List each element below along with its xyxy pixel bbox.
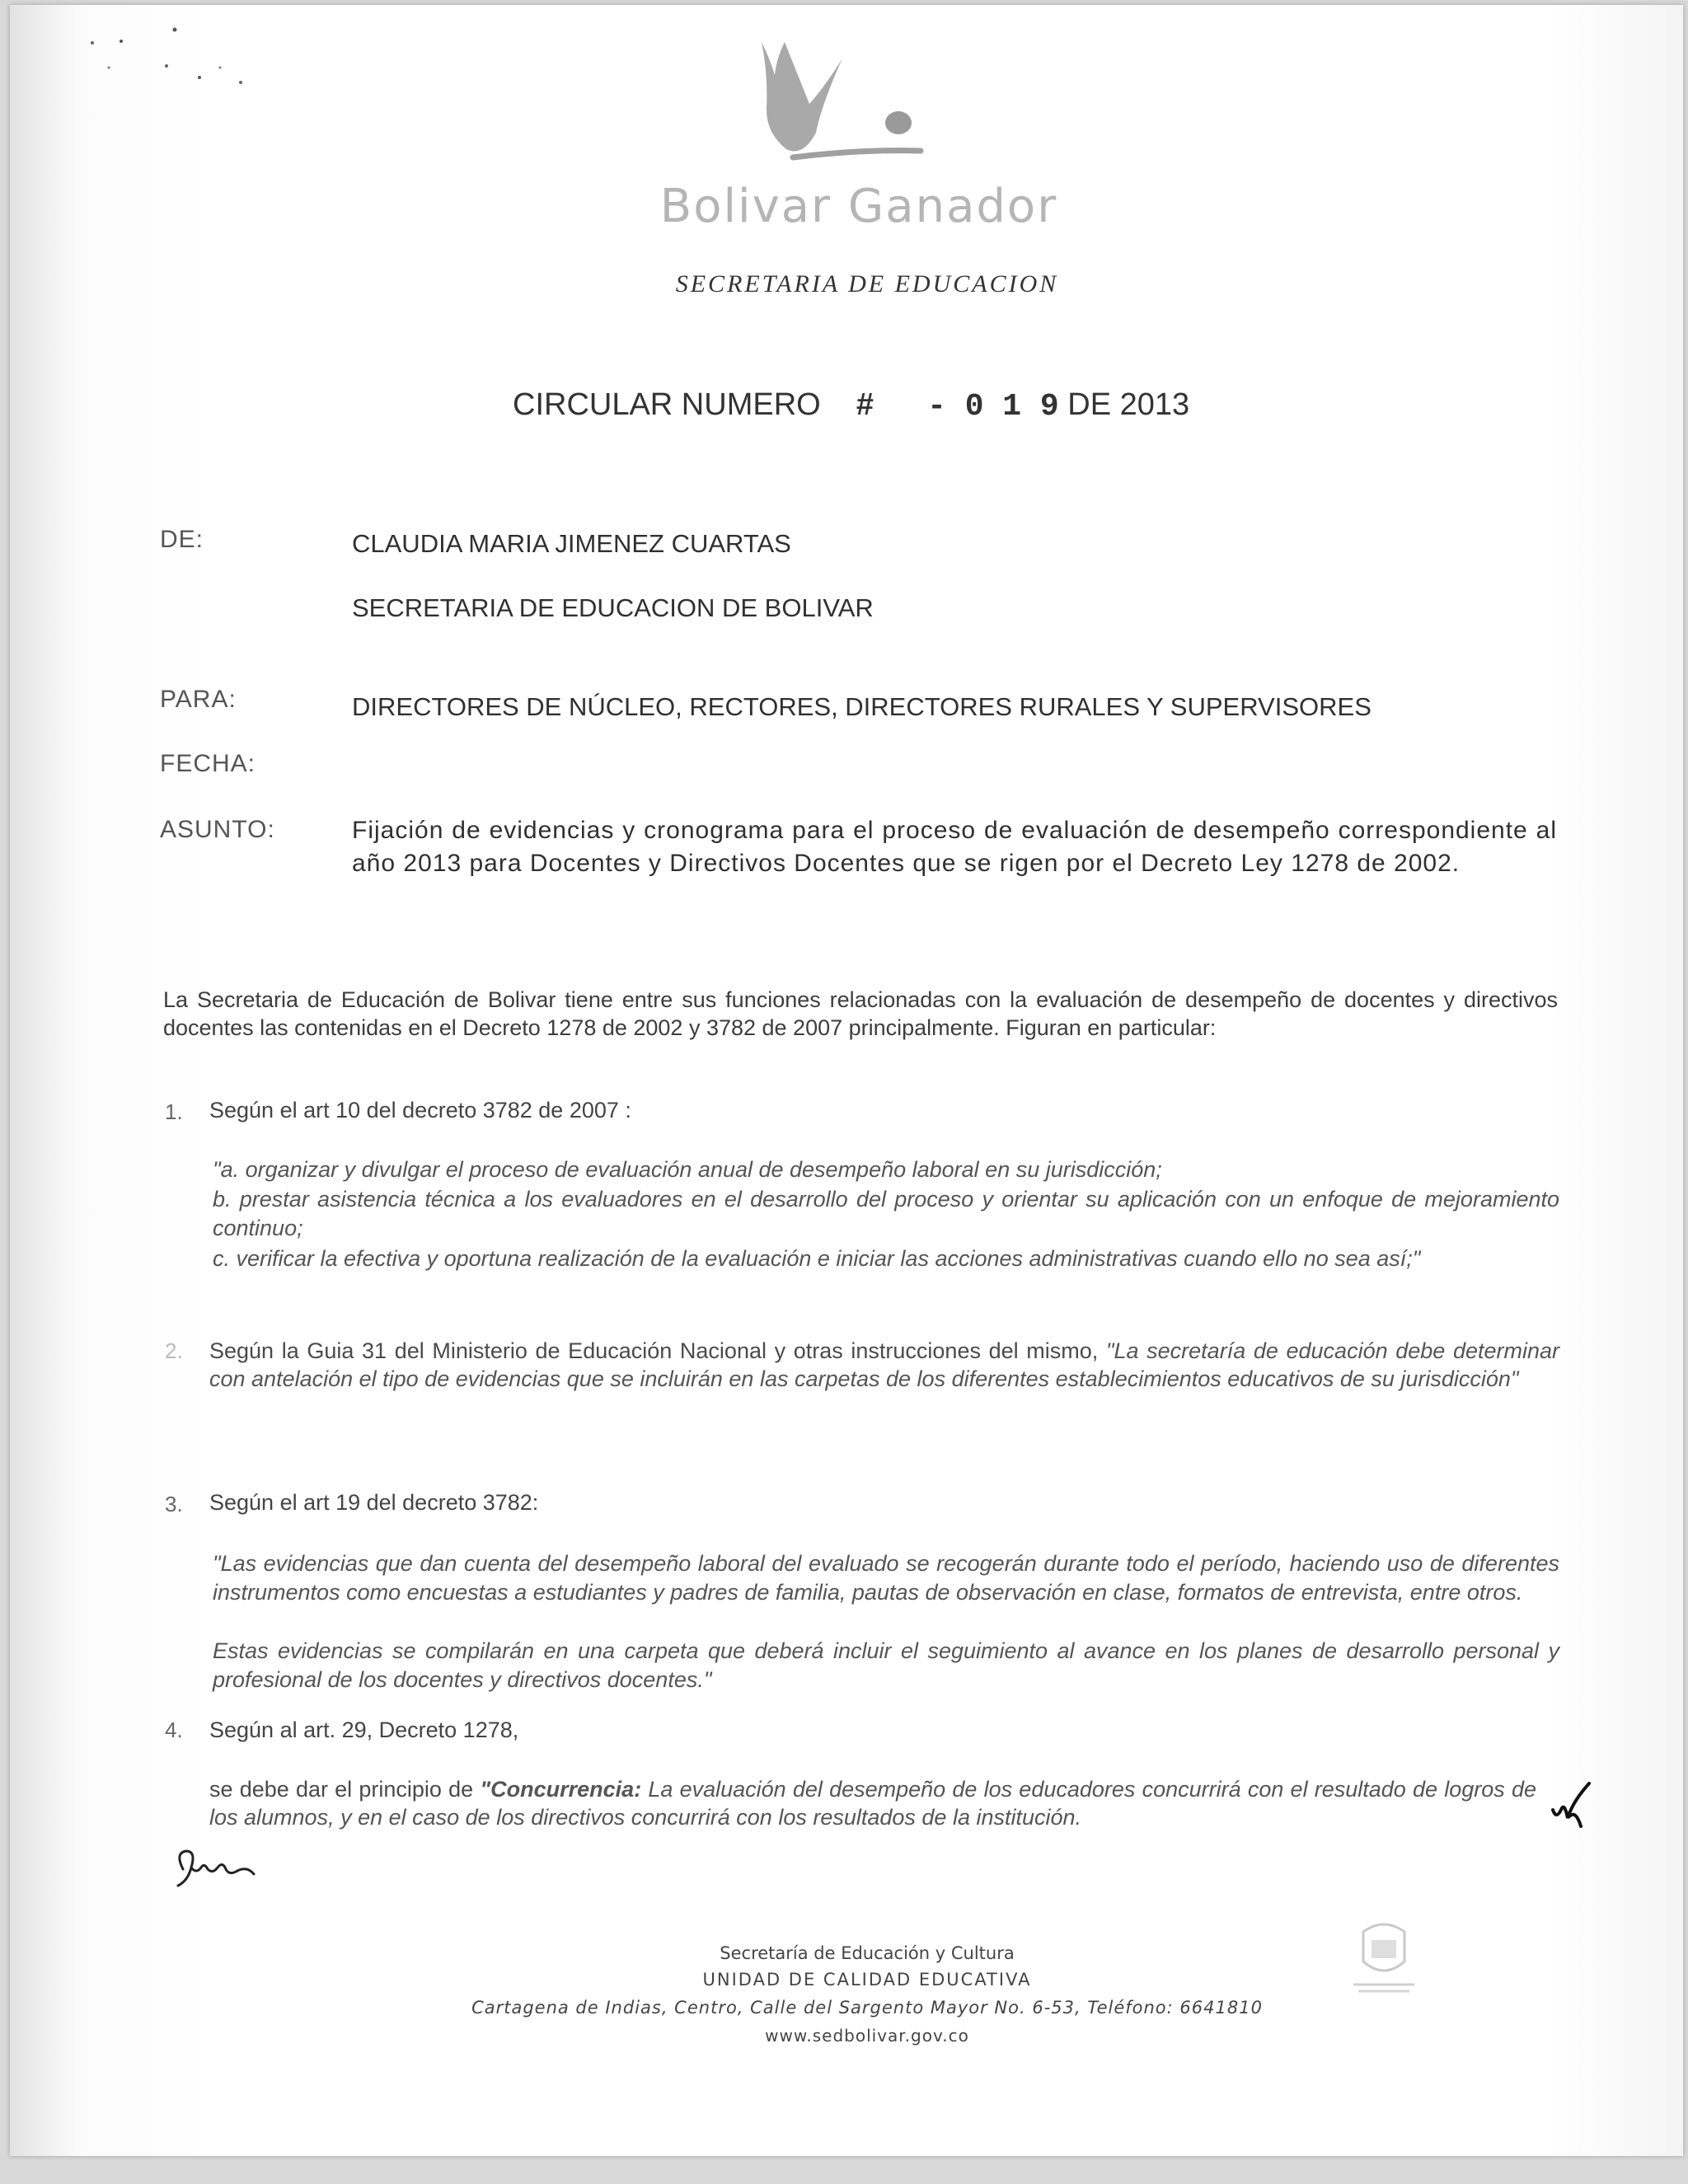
handwritten-initials — [171, 1844, 262, 1894]
para-label: PARA: — [160, 686, 237, 713]
item-2-text — [209, 1337, 1559, 1393]
fecha-label: FECHA: — [160, 750, 256, 777]
footer-line-2: UNIDAD DE CALIDAD EDUCATIVA — [702, 1970, 1032, 1990]
item-3-title: Según el art 19 del decreto 3782: — [209, 1490, 539, 1515]
intro-paragraph: La Secretaria de Educación de Bolivar tiene entre sus funciones relacionadas con la evaluación de desempeño de docentes y directivos docentes las contenidas en el Decreto 1278 de 2002 y 3782 de 2007 principalmente. Figuran en particular: — [163, 987, 1558, 1040]
scan-specks — [76, 18, 290, 109]
circular-prefix: CIRCULAR NUMERO — [513, 387, 821, 422]
item-4-title: Según al art. 29, Decreto 1278, — [209, 1718, 519, 1742]
asunto-value: Fijación de evidencias y cronograma para el proceso de evaluación de desempeño correspondiente al año 2013 para Docentes y Directivos Docentes que se rigen por el Decreto Ley 1278 de 2002. — [352, 817, 1557, 877]
handwritten-mark — [1548, 1777, 1597, 1835]
para-value: DIRECTORES DE NÚCLEO, RECTORES, DIRECTORES RURALES Y SUPERVISORES — [352, 692, 1372, 721]
footer-line-3: Cartagena de Indias, Centro, Calle del Sargento Mayor No. 6-53, Teléfono: 6641810 — [471, 1998, 1263, 2018]
de-name: CLAUDIA MARIA JIMENEZ CUARTAS — [352, 529, 791, 558]
circular-hash: # — [856, 387, 874, 422]
item-3-number: 3. — [165, 1492, 183, 1516]
item-1-quote-c: c. verificar la efectiva y oportuna realización de la evaluación e iniciar las acciones administrativas cuando ello no sea así;" — [213, 1246, 1421, 1271]
coat-of-arms-seal — [1347, 1915, 1421, 1998]
footer-website: www.sedbolivar.gov.co — [765, 2026, 969, 2046]
asunto-label: ASUNTO: — [160, 816, 275, 843]
department-title: SECRETARIA DE EDUCACION — [675, 270, 1059, 298]
item-1-quote-b: b. prestar asistencia técnica a los evaluadores en el desarrollo del proceso y orientar su aplicación con un enfoque de mejoramiento continuo; — [213, 1187, 1559, 1240]
item-3-quote-2: Estas evidencias se compilarán en una carpeta que deberá incluir el seguimiento al avance en los planes de desarrollo personal y profesional de los docentes y directivos docentes." — [213, 1638, 1559, 1692]
item-2-lead: Según la Guia 31 del Ministerio de Educación Nacional y otras instrucciones del mismo, — [209, 1338, 1106, 1363]
item-3-quote-1: "Las evidencias que dan cuenta del desempeño laboral del evaluado se recogerán durante todo el período, haciendo uso de diferentes instrumentos como encuestas a estudiantes y padres de familia, pautas de observación en clase, formatos de entrevista, entre otros. — [213, 1551, 1559, 1605]
item-1-quote-a: "a. organizar y divulgar el proceso de evaluación anual de desempeño laboral en su jurisdicción; — [213, 1157, 1162, 1182]
brand-name: Bolivar Ganador — [659, 180, 1058, 233]
item-2-number: 2. — [165, 1338, 183, 1363]
item-1-number: 1. — [165, 1099, 183, 1124]
item-4-number: 4. — [165, 1718, 183, 1742]
item-4-text — [209, 1775, 1536, 1831]
bolivar-ganador-logo — [743, 26, 941, 182]
circular-number: - 0 1 9 — [927, 389, 1059, 424]
item-2-quote: "La secretaría de educación debe determinar con antelación el tipo de evidencias que se incluirán en las carpetas de los diferentes establecimientos educativos de su jurisdicción" — [209, 1338, 1559, 1391]
circular-number-line — [513, 387, 1287, 424]
de-label: DE: — [160, 526, 204, 553]
item-1-title: Según el art 10 del decreto 3782 de 2007 : — [209, 1098, 631, 1122]
item-4-quote: La evaluación del desempeño de los educadores concurrirá con el resultado de logros de los alumnos, y en el caso de los directivos concurrirá con los resultados de la institución. — [209, 1777, 1536, 1830]
item-4-term: "Concurrencia: — [480, 1777, 642, 1802]
de-title: SECRETARIA DE EDUCACION DE BOLIVAR — [352, 593, 874, 622]
item-4-lead: se debe dar el principio de — [209, 1777, 481, 1802]
footer-line-1: Secretaría de Educación y Cultura — [720, 1943, 1015, 1963]
document-page — [10, 5, 1683, 2156]
circular-year: DE 2013 — [1067, 387, 1190, 422]
